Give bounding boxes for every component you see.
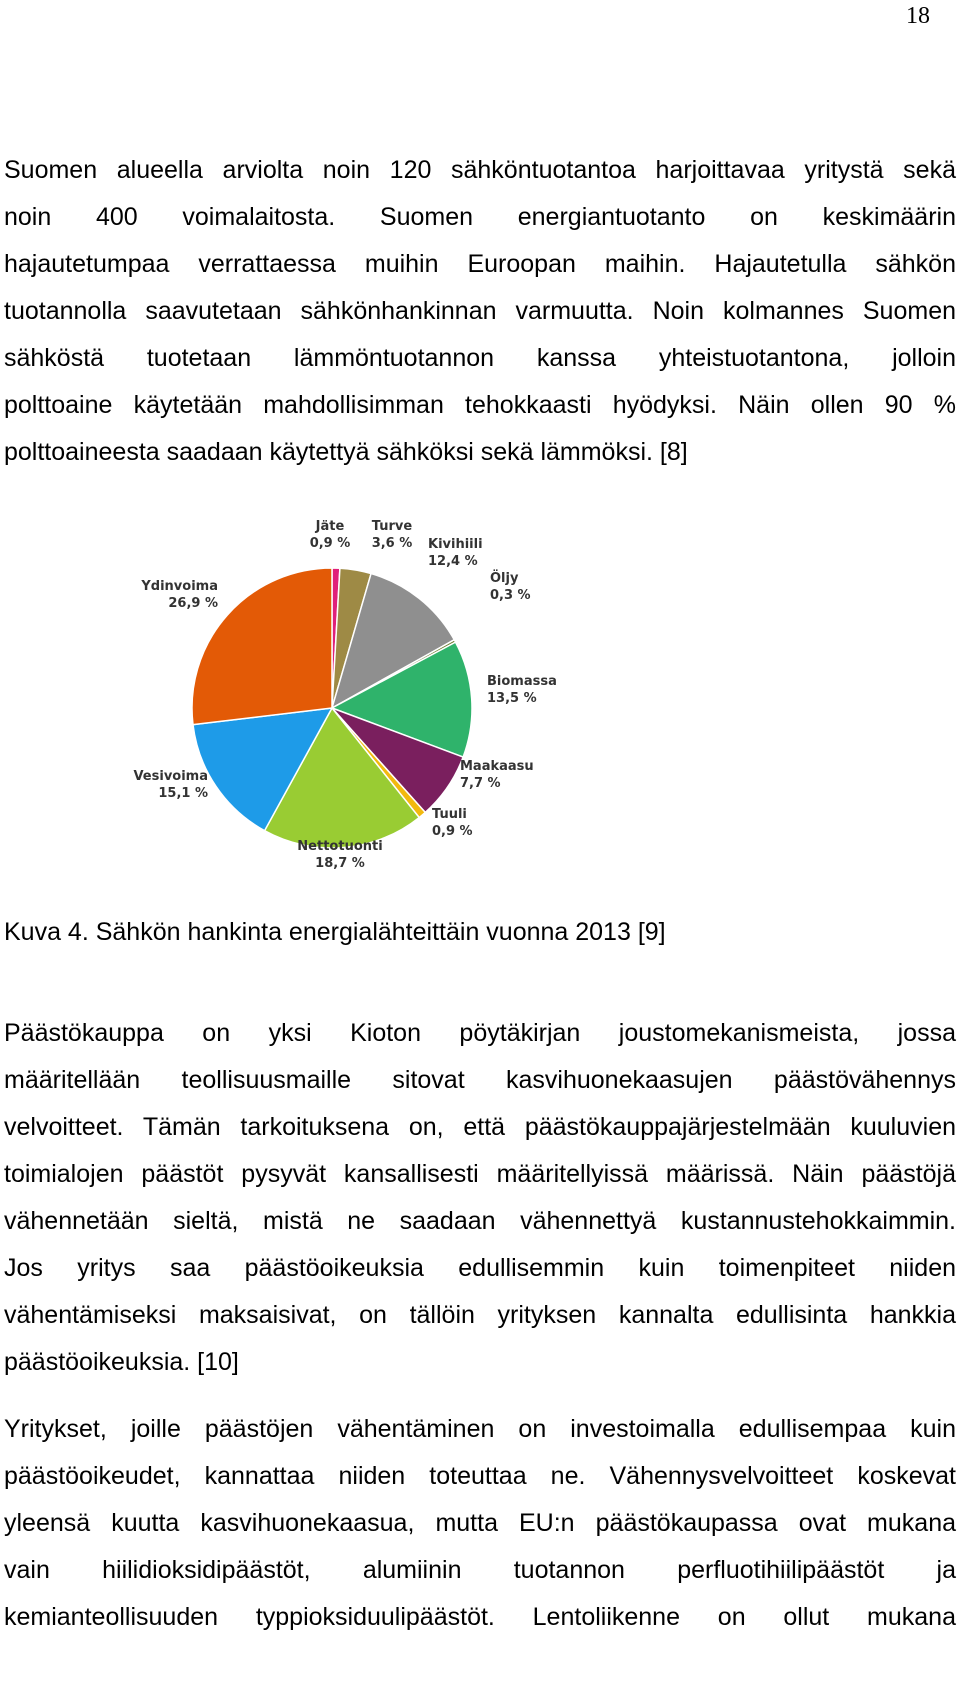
paragraph-line: vain hiilidioksidipäästöt, alumiinin tuotannon perfluotihiilipäästöt ja: [4, 1556, 956, 1584]
paragraph-line: päästöoikeudet, kannattaa niiden toteuttaa ne. Vähennysvelvoitteet koskevat: [4, 1462, 956, 1490]
paragraph-line: kemianteollisuuden typpioksiduulipäästöt. Lentoliikenne on ollut mukana: [4, 1603, 956, 1631]
slice-value-label: 0,9 %: [309, 536, 351, 551]
energy-source-pie-figure: [0, 500, 760, 900]
slice-name-label: Nettotuonti: [297, 839, 383, 854]
slice-value-label: 0,9 %: [432, 824, 473, 839]
figure-caption: Kuva 4. Sähkön hankinta energialähteittäin vuonna 2013 [9]: [4, 918, 666, 946]
paragraph-line: velvoitteet. Tämän tarkoituksena on, että päästökauppajärjestelmään kuuluvien: [4, 1113, 956, 1141]
slice-name-label: Jäte: [315, 519, 345, 534]
paragraph-line: Jos yritys saa päästöoikeuksia edullisemmin kuin toimenpiteet niiden: [4, 1254, 956, 1282]
slice-value-label: 26,9 %: [168, 596, 218, 611]
paragraph-line: Päästökauppa on yksi Kioton pöytäkirjan joustomekanismeista, jossa: [4, 1019, 956, 1047]
paragraph-emission-reduction: [4, 1406, 956, 1641]
slice-value-label: 12,4 %: [428, 554, 478, 569]
page-number: 18: [906, 3, 930, 29]
slice-value-label: 0,3 %: [490, 588, 531, 603]
paragraph-line: hajautetumpaa verrattaessa muihin Euroopan maihin. Hajautetulla sähkön: [4, 250, 956, 278]
slice-value-label: 7,7 %: [460, 776, 501, 791]
slice-name-label: Öljy: [490, 571, 519, 586]
paragraph-line: tuotannolla saavutetaan sähkönhankinnan varmuutta. Noin kolmannes Suomen: [4, 297, 956, 325]
pie-chart: [0, 500, 760, 900]
paragraph-line: määritellään teollisuusmaille sitovat kasvihuonekaasujen päästövähennys: [4, 1066, 956, 1094]
slice-value-label: 18,7 %: [315, 856, 365, 871]
slice-value-label: 13,5 %: [487, 691, 537, 706]
paragraph-line: vähennetään sieltä, mistä ne saadaan vähennettyä kustannustehokkaimmin.: [4, 1207, 956, 1235]
paragraph-line: Suomen alueella arviolta noin 120 sähköntuotantoa harjoittavaa yritystä sekä: [4, 156, 956, 184]
paragraph-line: yleensä kuutta kasvihuonekaasua, mutta EU:n päästökaupassa ovat mukana: [4, 1509, 956, 1537]
paragraph-line: päästöoikeuksia. [10]: [4, 1348, 239, 1376]
slice-name-label: Ydinvoima: [141, 579, 218, 594]
slice-value-label: 3,6 %: [371, 536, 413, 551]
slice-name-label: Biomassa: [487, 674, 557, 689]
paragraph-line: toimialojen päästöt pysyvät kansallisesti määritellyissä määrissä. Näin päästöjä: [4, 1160, 956, 1188]
slice-name-label: Vesivoima: [133, 769, 208, 784]
paragraph-line: polttoaineesta saadaan käytettyä sähköksi sekä lämmöksi. [8]: [4, 438, 688, 466]
slice-name-label: Turve: [371, 519, 413, 534]
paragraph-electricity-production: [4, 147, 956, 476]
paragraph-line: Yritykset, joille päästöjen vähentäminen on investoimalla edullisempaa kuin: [4, 1415, 956, 1443]
slice-name-label: Maakaasu: [460, 759, 534, 774]
paragraph-line: sähköstä tuotetaan lämmöntuotannon kanssa yhteistuotantona, jolloin: [4, 344, 956, 372]
paragraph-emissions-trading: [4, 1010, 956, 1386]
slice-name-label: Kivihiili: [428, 537, 483, 552]
slice-name-label: Tuuli: [432, 807, 467, 822]
paragraph-line: noin 400 voimalaitosta. Suomen energiantuotanto on keskimäärin: [4, 203, 956, 231]
slice-value-label: 15,1 %: [158, 786, 208, 801]
paragraph-line: vähentämiseksi maksaisivat, on tällöin yrityksen kannalta edullisinta hankkia: [4, 1301, 956, 1329]
pie-slices: [192, 568, 472, 848]
paragraph-line: polttoaine käytetään mahdollisimman tehokkaasti hyödyksi. Näin ollen 90 %: [4, 391, 956, 419]
